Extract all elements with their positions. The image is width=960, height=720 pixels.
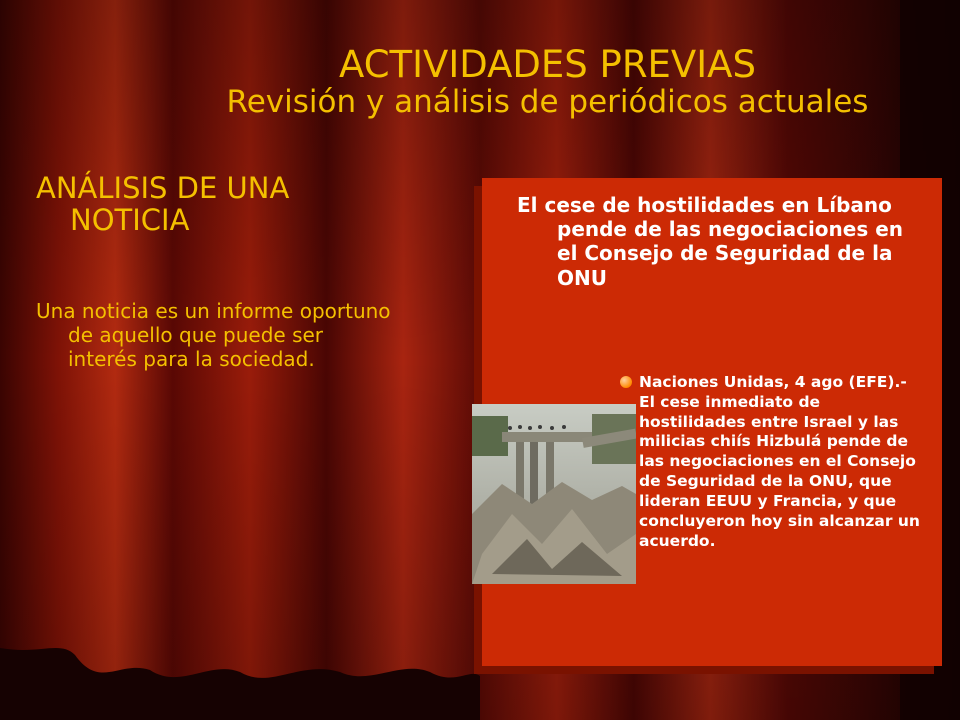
destroyed-bridge-photo [472,404,636,584]
news-body: Naciones Unidas, 4 ago (EFE).- El cese inmediato de hostilidades entre Israel y las milicias chiís Hizbulá pende de las negociaciones en el Consejo de Seguridad de la ONU, que lideran EEUU y Francia, y que concluyeron hoy sin alcanzar un acuerdo. [639,373,920,550]
left-column [36,172,396,371]
title-main: ACTIVIDADES PREVIAS [339,43,756,86]
slide-title [0,44,960,120]
news-headline: El cese de hostilidades en Líbano pende de las negociaciones en el Consejo de Seguridad de la ONU [517,193,904,290]
definition-paragraph: Una noticia es un informe oportuno de aquello que puede ser interés para la sociedad. [36,298,391,371]
section-heading: ANÁLISIS DE UNA NOTICIA [36,171,290,238]
bullet-icon [620,376,632,388]
title-subtitle: Revisión y análisis de periódicos actuales [226,84,869,121]
